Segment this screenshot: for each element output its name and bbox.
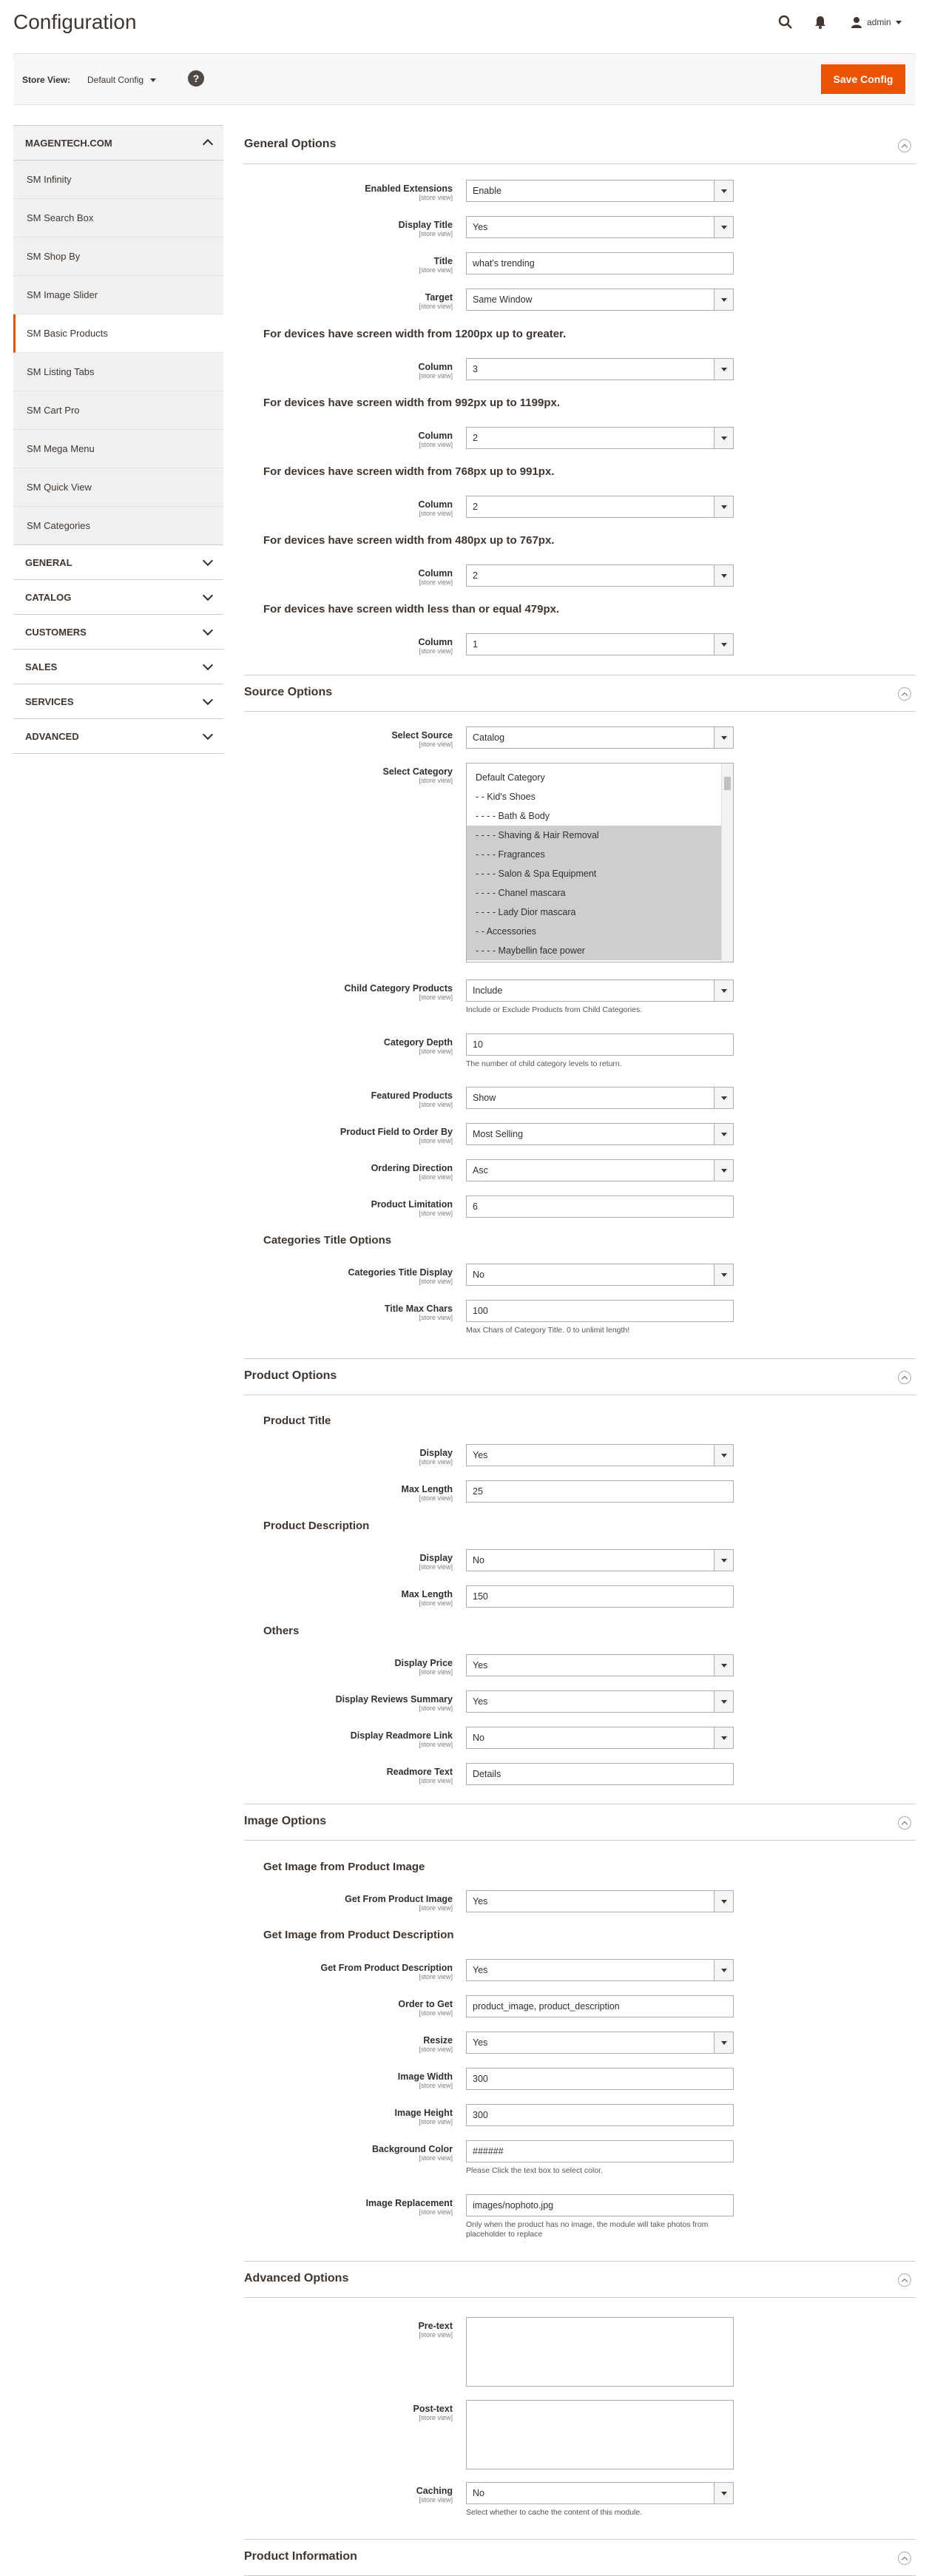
product-title-display-select[interactable] bbox=[466, 1444, 734, 1466]
select-value: Include bbox=[473, 985, 503, 996]
resize-select[interactable] bbox=[466, 2032, 734, 2054]
select-value: 1 bbox=[473, 639, 478, 650]
subheading-768: For devices have screen width from 768px up to 991px. bbox=[263, 465, 555, 478]
select-value: Same Window bbox=[473, 294, 533, 305]
scope-label: [store view] bbox=[419, 2154, 453, 2162]
select-arrow-icon bbox=[714, 2032, 733, 2053]
select-value: Yes bbox=[473, 2037, 488, 2048]
scope-label: [store view] bbox=[419, 579, 453, 586]
order-to-get-input[interactable]: product_image, product_description bbox=[466, 1995, 734, 2017]
sidebar-item-sm-shop-by[interactable]: SM Shop By bbox=[13, 237, 223, 276]
select-arrow-icon bbox=[714, 565, 733, 586]
field-label: Category Depth bbox=[383, 1037, 453, 1048]
field-label: Display Title bbox=[398, 220, 453, 230]
category-option-selected[interactable]: - - - - Shaving & Hair Removal bbox=[467, 826, 721, 845]
field-label: Product Limitation bbox=[371, 1199, 453, 1210]
field-label: Post-text bbox=[413, 2404, 453, 2414]
page-title: Configuration bbox=[13, 10, 137, 33]
store-view-label: Store View: bbox=[22, 75, 71, 85]
select-arrow-icon bbox=[714, 1691, 733, 1712]
field-label: Target bbox=[425, 292, 453, 303]
scope-label: [store view] bbox=[419, 266, 453, 274]
field-label: Title bbox=[433, 256, 453, 266]
scope-label: [store view] bbox=[419, 1458, 453, 1466]
display-reviews-select[interactable] bbox=[466, 1690, 734, 1713]
scope-label: [store view] bbox=[419, 741, 453, 748]
sidebar-group-sales[interactable]: SALES bbox=[13, 649, 223, 684]
chevron-down-icon bbox=[203, 695, 213, 705]
scope-label: [store view] bbox=[419, 510, 453, 517]
post-text-textarea[interactable] bbox=[466, 2400, 734, 2469]
target-select[interactable] bbox=[466, 289, 734, 311]
select-source-select[interactable] bbox=[466, 726, 734, 749]
select-value: No bbox=[473, 2488, 484, 2498]
sidebar-item-sm-mega-menu[interactable]: SM Mega Menu bbox=[13, 430, 223, 468]
scrollbar-thumb[interactable] bbox=[724, 777, 731, 790]
select-value: Yes bbox=[473, 1696, 488, 1707]
select-value: 3 bbox=[473, 364, 478, 374]
sidebar-group-catalog[interactable]: CATALOG bbox=[13, 579, 223, 615]
caching-select[interactable] bbox=[466, 2482, 734, 2504]
background-color-input[interactable]: ###### bbox=[466, 2140, 734, 2162]
field-label: Column bbox=[418, 431, 453, 441]
collapse-icon[interactable] bbox=[898, 1816, 911, 1830]
field-label: Column bbox=[418, 499, 453, 510]
scope-label: [store view] bbox=[419, 303, 453, 310]
enabled-extensions-select[interactable] bbox=[466, 180, 734, 202]
category-option-selected[interactable]: - - Accessories bbox=[467, 922, 721, 941]
subheading-1200: For devices have screen width from 1200px up to greater. bbox=[263, 328, 567, 340]
column-992-select[interactable] bbox=[466, 427, 734, 449]
select-value: Yes bbox=[473, 222, 488, 232]
scope-label: [store view] bbox=[419, 1314, 453, 1321]
select-arrow-icon bbox=[714, 289, 733, 310]
subheading-product-title: Product Title bbox=[263, 1415, 331, 1427]
section-title: General Options bbox=[244, 138, 337, 150]
scope-label: [store view] bbox=[419, 647, 453, 655]
category-depth-input[interactable]: 10 bbox=[466, 1034, 734, 1056]
select-arrow-icon bbox=[714, 1727, 733, 1748]
field-label: Column bbox=[418, 362, 453, 372]
product-limitation-input[interactable]: 6 bbox=[466, 1196, 734, 1218]
select-arrow-icon bbox=[714, 1550, 733, 1571]
user-name: admin bbox=[867, 17, 891, 27]
select-value: 2 bbox=[473, 502, 478, 512]
pre-text-textarea[interactable] bbox=[466, 2317, 734, 2387]
chevron-down-icon bbox=[203, 625, 213, 635]
scope-label: [store view] bbox=[419, 441, 453, 448]
field-label: Get From Product Image bbox=[345, 1894, 453, 1904]
select-value: Yes bbox=[473, 1965, 488, 1975]
product-description-display-select[interactable] bbox=[466, 1549, 734, 1571]
field-label: Display bbox=[419, 1553, 453, 1563]
field-label: Image Width bbox=[397, 2071, 453, 2082]
field-label: Child Category Products bbox=[344, 983, 453, 994]
sidebar-group-customers[interactable]: CUSTOMERS bbox=[13, 614, 223, 650]
scope-label: [store view] bbox=[419, 2009, 453, 2017]
field-label: Categories Title Display bbox=[348, 1267, 453, 1278]
chevron-down-icon bbox=[203, 729, 213, 740]
select-arrow-icon bbox=[714, 181, 733, 201]
chevron-down-icon bbox=[203, 590, 213, 601]
scope-label: [store view] bbox=[419, 1137, 453, 1144]
image-height-input[interactable]: 300 bbox=[466, 2104, 734, 2126]
featured-products-select[interactable] bbox=[466, 1087, 734, 1109]
scope-label: [store view] bbox=[419, 1973, 453, 1980]
scope-label: [store view] bbox=[419, 2046, 453, 2053]
subheading-480: For devices have screen width from 480px up to 767px. bbox=[263, 534, 555, 547]
scope-label: [store view] bbox=[419, 1101, 453, 1108]
select-value: 2 bbox=[473, 433, 478, 443]
column-480-select[interactable] bbox=[466, 564, 734, 587]
select-value: Yes bbox=[473, 1450, 488, 1460]
scope-label: [store view] bbox=[419, 2414, 453, 2421]
field-label: Display Price bbox=[394, 1658, 453, 1668]
field-note: Only when the product has no image, the module will take photos from placeholder to replace bbox=[466, 2220, 709, 2239]
subheading-992: For devices have screen width from 992px up to 1199px. bbox=[263, 397, 560, 409]
select-value: No bbox=[473, 1270, 484, 1280]
chevron-down-icon bbox=[203, 556, 213, 566]
chevron-up-icon bbox=[203, 139, 213, 149]
select-arrow-icon bbox=[714, 359, 733, 380]
field-label: Caching bbox=[416, 2486, 453, 2496]
select-arrow-icon bbox=[714, 727, 733, 748]
select-arrow-icon bbox=[714, 634, 733, 655]
scope-label: [store view] bbox=[419, 1173, 453, 1181]
scope-label: [store view] bbox=[419, 1048, 453, 1055]
image-replacement-input[interactable]: images/nophoto.jpg bbox=[466, 2194, 734, 2216]
sidebar-group-services[interactable]: SERVICES bbox=[13, 684, 223, 719]
select-arrow-icon bbox=[714, 1655, 733, 1676]
collapse-icon[interactable] bbox=[898, 139, 911, 152]
field-label: Background Color bbox=[371, 2144, 453, 2154]
sidebar-item-sm-basic-products[interactable]: SM Basic Products bbox=[13, 314, 223, 353]
scope-label: [store view] bbox=[419, 230, 453, 237]
category-option[interactable]: Default Category bbox=[476, 772, 545, 783]
section-source-options[interactable] bbox=[244, 675, 916, 712]
product-title-max-length-input[interactable]: 25 bbox=[466, 1480, 734, 1503]
product-description-max-length-input[interactable]: 150 bbox=[466, 1585, 734, 1608]
scope-label: [store view] bbox=[419, 1668, 453, 1676]
title-input[interactable]: what's trending bbox=[466, 252, 734, 274]
scope-label: [store view] bbox=[419, 1777, 453, 1784]
chevron-down-icon bbox=[203, 660, 213, 670]
display-title-select[interactable] bbox=[466, 216, 734, 238]
scope-label: [store view] bbox=[419, 372, 453, 380]
field-label: Display Readmore Link bbox=[350, 1730, 453, 1741]
column-1200-select[interactable] bbox=[466, 358, 734, 380]
scope-label: [store view] bbox=[419, 2208, 453, 2216]
sidebar-item-sm-search-box[interactable]: SM Search Box bbox=[13, 199, 223, 237]
section-title: Advanced Options bbox=[244, 2272, 349, 2285]
select-arrow-icon bbox=[714, 1264, 733, 1285]
field-label: Image Replacement bbox=[365, 2198, 453, 2208]
subheading-categories-title: Categories Title Options bbox=[263, 1234, 392, 1247]
select-arrow-icon bbox=[714, 1088, 733, 1108]
store-view-switcher[interactable] bbox=[87, 75, 156, 85]
field-label: Pre-text bbox=[418, 2321, 453, 2331]
sidebar-item-sm-image-slider[interactable]: SM Image Slider bbox=[13, 276, 223, 314]
select-arrow-icon bbox=[714, 1960, 733, 1980]
image-width-input[interactable]: 300 bbox=[466, 2068, 734, 2090]
category-option-selected[interactable]: - - - - Lady Dior mascara bbox=[467, 903, 721, 922]
sidebar-item-sm-infinity[interactable]: SM Infinity bbox=[13, 161, 223, 199]
subheading-479: For devices have screen width less than or equal 479px. bbox=[263, 603, 560, 616]
category-option-selected[interactable]: - - - - Chanel mascara bbox=[467, 883, 721, 903]
config-main bbox=[244, 0, 916, 2571]
collapse-icon[interactable] bbox=[898, 2273, 911, 2287]
sidebar-item-sm-listing-tabs[interactable]: SM Listing Tabs bbox=[13, 353, 223, 391]
readmore-text-input[interactable]: Details bbox=[466, 1763, 734, 1785]
select-value: No bbox=[473, 1733, 484, 1743]
field-note: The number of child category levels to return. bbox=[466, 1059, 622, 1068]
field-note: Please Click the text box to select color. bbox=[466, 2166, 604, 2175]
select-arrow-icon bbox=[714, 1124, 733, 1144]
field-note: Include or Exclude Products from Child Categories. bbox=[466, 1005, 643, 1014]
title-max-chars-input[interactable]: 100 bbox=[466, 1300, 734, 1322]
field-label: Select Source bbox=[391, 730, 453, 741]
category-option-selected[interactable]: - - - - Salon & Spa Equipment bbox=[467, 864, 721, 883]
field-label: Max Length bbox=[401, 1589, 453, 1599]
field-label: Column bbox=[418, 637, 453, 647]
subheading-others: Others bbox=[263, 1625, 300, 1637]
field-label: Enabled Extensions bbox=[365, 183, 453, 194]
select-value: Yes bbox=[473, 1896, 488, 1906]
sidebar-group-advanced[interactable]: ADVANCED bbox=[13, 718, 223, 754]
field-label: Ordering Direction bbox=[371, 1163, 453, 1173]
select-value: Enable bbox=[473, 186, 501, 196]
scope-label: [store view] bbox=[419, 1904, 453, 1912]
scope-label: [store view] bbox=[419, 1741, 453, 1748]
section-title: Product Options bbox=[244, 1369, 337, 1382]
categories-title-display-select[interactable] bbox=[466, 1264, 734, 1286]
select-arrow-icon bbox=[714, 2483, 733, 2503]
field-note: Max Chars of Category Title. 0 to unlimit length! bbox=[466, 1326, 630, 1335]
field-label: Title Max Chars bbox=[384, 1304, 453, 1314]
select-value: Most Selling bbox=[473, 1129, 524, 1139]
scope-label: [store view] bbox=[419, 1210, 453, 1217]
scope-label: [store view] bbox=[419, 2082, 453, 2089]
field-label: Image Height bbox=[394, 2108, 453, 2118]
child-category-select[interactable] bbox=[466, 980, 734, 1002]
scope-label: [store view] bbox=[419, 2331, 453, 2339]
category-option-selected[interactable]: - - - - Maybellin face power bbox=[467, 941, 721, 960]
order-by-select[interactable] bbox=[466, 1123, 734, 1145]
select-arrow-icon bbox=[714, 496, 733, 517]
store-view-value: Default Config bbox=[87, 75, 144, 85]
scope-label: [store view] bbox=[419, 2496, 453, 2503]
field-label: Readmore Text bbox=[386, 1767, 453, 1777]
field-note: Select whether to cache the content of this module. bbox=[466, 2508, 643, 2517]
ordering-direction-select[interactable] bbox=[466, 1159, 734, 1181]
category-option[interactable]: - - - - Bath & Body bbox=[476, 811, 550, 821]
subheading-product-description-image: Get Image from Product Description bbox=[263, 1929, 454, 1941]
field-label: Display bbox=[419, 1448, 453, 1458]
scope-label: [store view] bbox=[419, 1494, 453, 1502]
display-price-select[interactable] bbox=[466, 1654, 734, 1676]
category-option-selected[interactable]: - - - - Fragrances bbox=[467, 845, 721, 864]
field-label: Product Field to Order By bbox=[339, 1127, 453, 1137]
field-label: Get From Product Description bbox=[320, 1963, 453, 1973]
scope-label: [store view] bbox=[419, 2118, 453, 2125]
field-label: Display Reviews Summary bbox=[335, 1694, 453, 1705]
select-value: Asc bbox=[473, 1165, 488, 1176]
collapse-icon[interactable] bbox=[898, 687, 911, 701]
sidebar-item-sm-cart-pro[interactable]: SM Cart Pro bbox=[13, 391, 223, 430]
scope-label: [store view] bbox=[419, 994, 453, 1001]
select-arrow-icon bbox=[714, 1160, 733, 1181]
sidebar-item-sm-quick-view[interactable]: SM Quick View bbox=[13, 468, 223, 507]
field-label: Order to Get bbox=[398, 1999, 453, 2009]
sidebar-group-general[interactable]: GENERAL bbox=[13, 544, 223, 580]
section-title: Image Options bbox=[244, 1815, 327, 1827]
display-readmore-select[interactable] bbox=[466, 1727, 734, 1749]
collapse-icon[interactable] bbox=[898, 1371, 911, 1384]
scope-label: [store view] bbox=[419, 1599, 453, 1607]
select-arrow-icon bbox=[714, 217, 733, 237]
help-icon[interactable]: ? bbox=[188, 70, 204, 87]
scope-label: [store view] bbox=[419, 194, 453, 201]
column-479-select[interactable] bbox=[466, 633, 734, 655]
scrollbar[interactable] bbox=[721, 763, 733, 962]
get-from-product-image-select[interactable] bbox=[466, 1890, 734, 1912]
column-768-select[interactable] bbox=[466, 496, 734, 518]
select-arrow-icon bbox=[714, 1445, 733, 1466]
scope-label: [store view] bbox=[419, 1705, 453, 1712]
subheading-product-image: Get Image from Product Image bbox=[263, 1861, 425, 1873]
sidebar-item-sm-categories[interactable]: SM Categories bbox=[13, 507, 223, 545]
sidebar-group-magentech[interactable]: MAGENTECH.COM bbox=[13, 125, 223, 161]
field-label: Column bbox=[418, 568, 453, 579]
save-config-button[interactable]: Save Config bbox=[821, 64, 905, 94]
category-multiselect[interactable] bbox=[466, 763, 734, 962]
config-sidebar bbox=[13, 126, 223, 754]
category-option[interactable]: - - Kid's Shoes bbox=[476, 792, 536, 802]
scope-label: [store view] bbox=[419, 1278, 453, 1285]
section-general-options[interactable] bbox=[244, 127, 916, 164]
select-value: Yes bbox=[473, 1660, 488, 1670]
scope-label: [store view] bbox=[419, 777, 453, 784]
scope-label: [store view] bbox=[419, 1563, 453, 1571]
section-title: Product Information bbox=[244, 2550, 357, 2563]
select-value: Show bbox=[473, 1093, 496, 1103]
field-label: Featured Products bbox=[371, 1090, 453, 1101]
select-value: No bbox=[473, 1555, 484, 1565]
field-label: Select Category bbox=[382, 766, 453, 777]
select-value: 2 bbox=[473, 570, 478, 581]
field-label: Resize bbox=[423, 2035, 453, 2046]
get-from-description-select[interactable] bbox=[466, 1959, 734, 1981]
select-arrow-icon bbox=[714, 1891, 733, 1912]
select-arrow-icon bbox=[714, 980, 733, 1001]
section-product-options[interactable] bbox=[244, 1358, 916, 1395]
select-arrow-icon bbox=[714, 428, 733, 448]
collapse-icon[interactable] bbox=[898, 2552, 911, 2565]
field-label: Max Length bbox=[401, 1484, 453, 1494]
section-title: Source Options bbox=[244, 686, 333, 698]
section-advanced-options[interactable] bbox=[244, 2261, 916, 2298]
subheading-product-description: Product Description bbox=[263, 1520, 370, 1532]
section-image-options[interactable] bbox=[244, 1804, 916, 1841]
caret-down-icon bbox=[150, 78, 156, 82]
select-value: Catalog bbox=[473, 732, 505, 743]
